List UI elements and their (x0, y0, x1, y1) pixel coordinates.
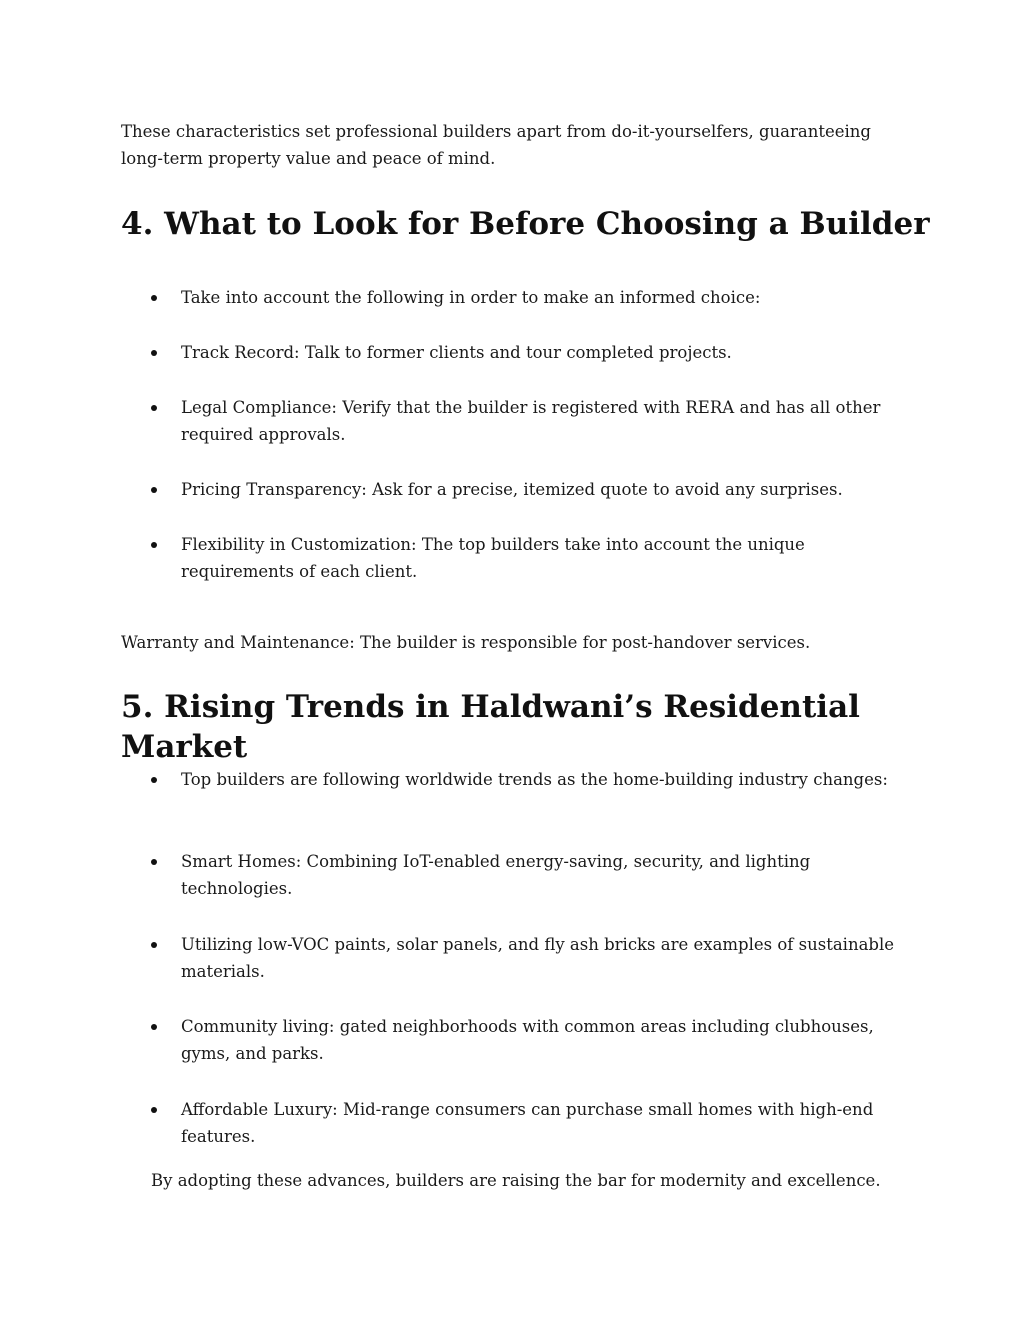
list-item (181, 339, 911, 366)
section-5-heading: 5. Rising Trends in Haldwani’s Residential Market (121, 689, 860, 765)
list-item (181, 531, 911, 585)
list-item-text: Affordable Luxury: Mid-range consumers can purchase small homes with high-end features. (181, 1100, 874, 1146)
bullet-icon (151, 405, 157, 411)
intro-paragraph: These characteristics set professional builders apart from do-it-yourselfers, guaranteeing long-term property value and peace of mind. (121, 122, 871, 168)
warranty-paragraph: Warranty and Maintenance: The builder is responsible for post-handover services. (121, 633, 811, 652)
list-item (181, 1013, 911, 1067)
list-item-text: Take into account the following in order to make an informed choice: (181, 288, 761, 307)
bullet-icon (151, 487, 157, 493)
list-item-text: Flexibility in Customization: The top builders take into account the unique requirements of each client. (181, 535, 805, 581)
list-item (181, 766, 911, 793)
bullet-icon (151, 542, 157, 548)
list-item-text: Track Record: Talk to former clients and tour completed projects. (181, 343, 732, 362)
list-item-text: Smart Homes: Combining IoT-enabled energy-saving, security, and lighting technologies. (181, 852, 811, 898)
bullet-icon (151, 350, 157, 356)
list-item (181, 394, 911, 448)
bullet-icon (151, 1107, 157, 1113)
bullet-icon (151, 777, 157, 783)
bullet-icon (151, 942, 157, 948)
list-item-text: Pricing Transparency: Ask for a precise, itemized quote to avoid any surprises. (181, 480, 843, 499)
list-item (181, 284, 911, 311)
list-item-text: Community living: gated neighborhoods with common areas including clubhouses, gyms, and parks. (181, 1017, 874, 1063)
section-4-heading: 4. What to Look for Before Choosing a Builder (121, 206, 930, 242)
bullet-icon (151, 1024, 157, 1030)
list-item-text: Top builders are following worldwide trends as the home-building industry changes: (181, 770, 888, 789)
bullet-icon (151, 295, 157, 301)
list-item (181, 848, 911, 902)
bullet-icon (151, 859, 157, 865)
list-item (181, 931, 911, 985)
closing-paragraph: By adopting these advances, builders are raising the bar for modernity and excellence. (151, 1171, 881, 1190)
list-item (181, 1096, 911, 1150)
list-item-text: Utilizing low-VOC paints, solar panels, and fly ash bricks are examples of sustainable materials. (181, 935, 895, 981)
list-item (181, 476, 911, 503)
list-item-text: Legal Compliance: Verify that the builder is registered with RERA and has all other required approvals. (181, 398, 881, 444)
